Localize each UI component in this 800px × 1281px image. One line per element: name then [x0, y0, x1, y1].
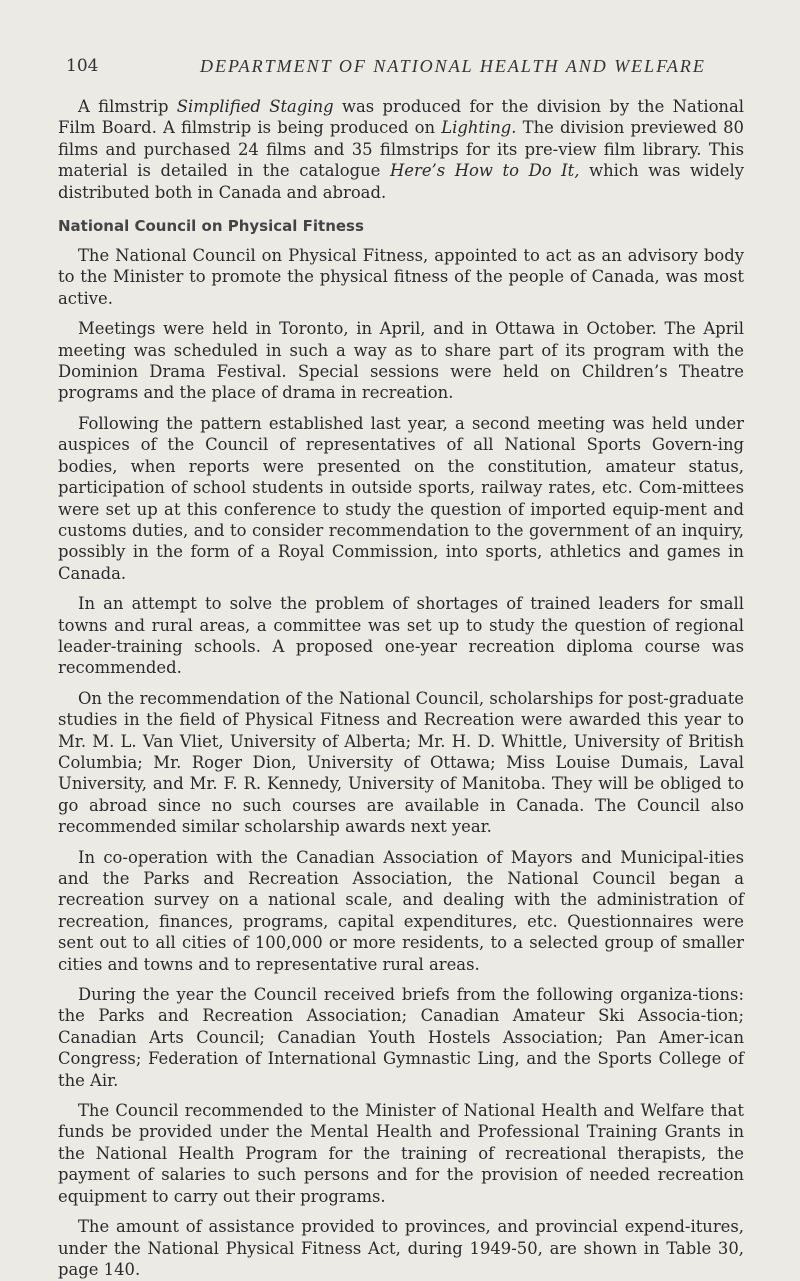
paragraph: During the year the Council received briefs from the following organiza-tions: the Parks and Recreation Association; Canadian Amateur Ski Associa-tion; Canadian Arts Council; Canadian Youth Hostels Association; Pan Amer-ican Congress; Federation of International Gymnastic Ling, and the Sports College of the Air. [58, 985, 744, 1090]
filmstrip-title: Simplified Staging [176, 97, 334, 116]
text-run: was produced for the division by the National Film Board. A filmstrip is being produced on [58, 97, 745, 138]
catalogue-title: Here’s How to Do It, [389, 161, 580, 181]
page-number: 104 [66, 56, 99, 76]
section-heading: National Council on Physical Fitness [58, 217, 364, 236]
paragraph: Meetings were held in Toronto, in April, and in Ottawa in October. The April meeting was scheduled in such a way as to share part of its program with the Dominion Drama Festival. Special sessions were held on Children’s Theatre programs and the place of drama in recreation. [58, 319, 744, 403]
paragraph: The Council recommended to the Minister of National Health and Welfare that funds be provided under the Mental Health and Professional Training Grants in the National Health Program for the training of recreational therapists, the payment of salaries to such persons and for the provision of needed recreation equipment to carry out their programs. [58, 1101, 744, 1206]
paragraph: On the recommendation of the National Council, scholarships for post-graduate studies in the field of Physical Fitness and Recreation were awarded this year to Mr. M. L. Van Vliet, University of Alberta; Mr. H. D. Whittle, University of British Columbia; Mr. Roger Dion, University of Ottawa; Miss Louise Dumais, Laval University, and Mr. F. R. Kennedy, University of Manitoba. They will be obliged to go abroad since no such courses are available in Canada. The Council also recommended similar scholarship awards next year. [58, 688, 744, 837]
text-run: A filmstrip [78, 97, 177, 116]
intro-paragraph [58, 96, 744, 203]
page-body [58, 96, 744, 1280]
text-run: which was widely distributed both in Canada and abroad. [58, 161, 745, 202]
page-header [66, 56, 746, 86]
running-head: DEPARTMENT OF NATIONAL HEALTH AND WELFARE [200, 56, 706, 76]
paragraph: Following the pattern established last year, a second meeting was held under auspices of the Council of representatives of all National Sports Govern-ing bodies, when reports were presented on the constitution, amateur status, participation of school students in outside sports, railway rates, etc. Com-mittees were set up at this conference to study the question of imported equip-ment and customs duties, and to consider recommendation to the government of an inquiry, possibly in the form of a Royal Commission, into sports, athletics and games in Canada. [58, 413, 744, 583]
paragraph: The amount of assistance provided to provinces, and provincial expend-itures, under the National Physical Fitness Act, during 1949-50, are shown in Table 30, page 140. [58, 1217, 744, 1279]
filmstrip-title: Lighting. [441, 118, 517, 138]
paragraph: In an attempt to solve the problem of shortages of trained leaders for small towns and rural areas, a committee was set up to study the question of regional leader-training schools. A proposed one-year recreation diploma course was recommended. [58, 594, 744, 678]
text-run: The division previewed 80 films and purchased 24 films and 35 filmstrips for its pre-view film library. This material is detailed in the catalogue [58, 118, 744, 181]
paragraph: The National Council on Physical Fitness, appointed to act as an advisory body to the Minister to promote the physical fitness of the people of Canada, was most active. [58, 246, 744, 308]
paragraph: In co-operation with the Canadian Association of Mayors and Municipal-ities and the Parks and Recreation Association, the National Council began a recreation survey on a national scale, and dealing with the administration of recreation, finances, programs, capital expenditures, etc. Questionnaires were sent out to all cities of 100,000 or more residents, to a selected group of smaller cities and towns and to representative rural areas. [58, 847, 744, 974]
